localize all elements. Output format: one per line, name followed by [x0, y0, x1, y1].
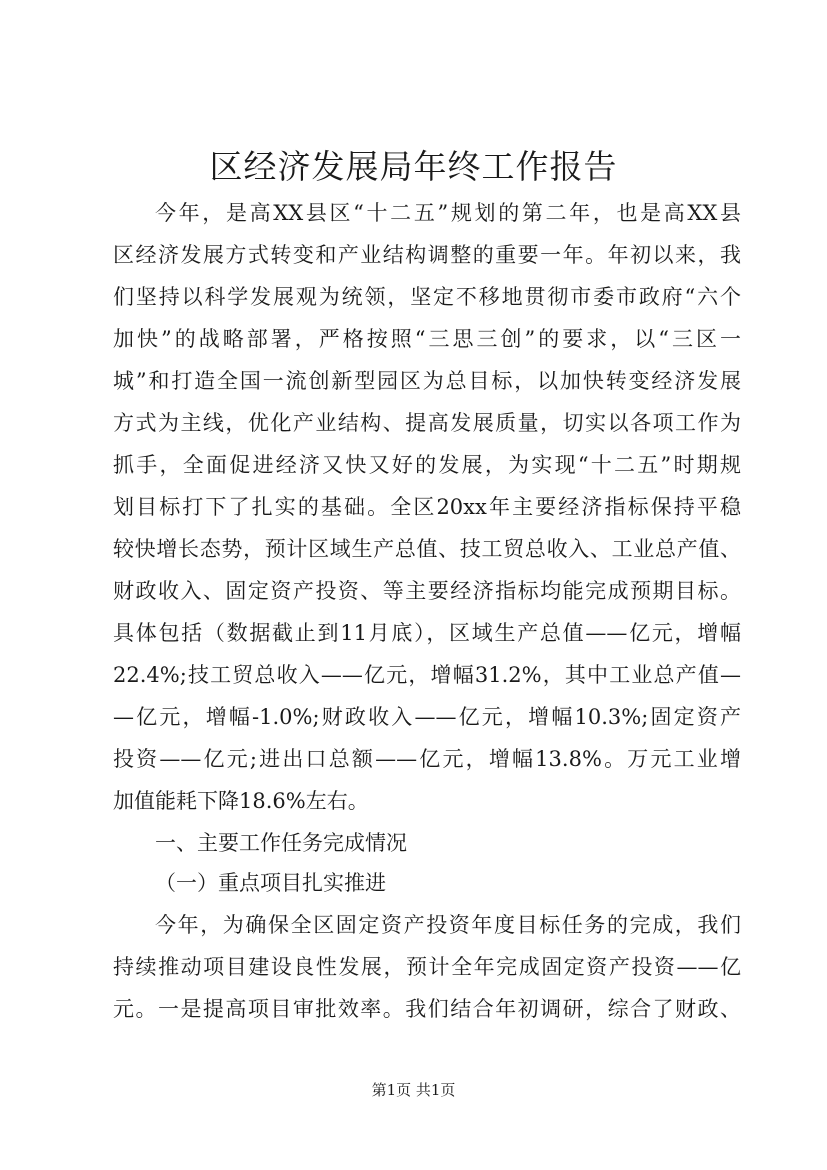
section-heading: 一、主要工作任务完成情况: [155, 831, 407, 855]
paragraph-line: 加值能耗下降18.6%左右。: [113, 789, 369, 813]
paragraph-line: 抓手，全面促进经济又快又好的发展，为实现“十二五”时期规: [113, 453, 741, 477]
paragraph-line: 投资——亿元;进出口总额——亿元，增幅13.8%。万元工业增: [113, 747, 741, 771]
paragraph-line: 方式为主线，优化产业结构、提高发展质量，切实以各项工作为: [113, 411, 741, 435]
subsection-heading: （一）重点项目扎实推进: [155, 871, 386, 895]
paragraph-line: 划目标打下了扎实的基础。全区20xx年主要经济指标保持平稳: [113, 495, 741, 519]
paragraph-line: 22.4%;技工贸总收入——亿元，增幅31.2%，其中工业总产值—: [113, 663, 741, 687]
paragraph-line: 今年，为确保全区固定资产投资年度目标任务的完成，我们: [155, 913, 741, 937]
paragraph-line: 财政收入、固定资产投资、等主要经济指标均能完成预期目标。: [113, 579, 741, 603]
document-title: 区经济发展局年终工作报告: [209, 147, 618, 186]
paragraph-line: 较快增长态势，预计区域生产总值、技工贸总收入、工业总产值、: [113, 537, 741, 561]
paragraph-line: 加快”的战略部署，严格按照“三思三创”的要求，以“三区一: [113, 327, 741, 351]
paragraph-line: 今年，是高XX县区“十二五”规划的第二年，也是高XX县: [155, 201, 741, 225]
paragraph-line: 区经济发展方式转变和产业结构调整的重要一年。年初以来，我: [113, 243, 741, 267]
paragraph-line: 们坚持以科学发展观为统领，坚定不移地贯彻市委市政府“六个: [113, 285, 741, 309]
paragraph-line: 城”和打造全国一流创新型园区为总目标，以加快转变经济发展: [113, 369, 741, 393]
page-footer: 第1页 共1页: [371, 1081, 456, 1099]
paragraph-line: —亿元，增幅-1.0%;财政收入——亿元，增幅10.3%;固定资产: [113, 705, 741, 729]
paragraph-line: 具体包括（数据截止到11月底），区域生产总值——亿元，增幅: [113, 621, 741, 645]
paragraph-line: 持续推动项目建设良性发展，预计全年完成固定资产投资——亿: [113, 955, 741, 979]
paragraph-line: 元。一是提高项目审批效率。我们结合年初调研，综合了财政、: [113, 997, 741, 1021]
